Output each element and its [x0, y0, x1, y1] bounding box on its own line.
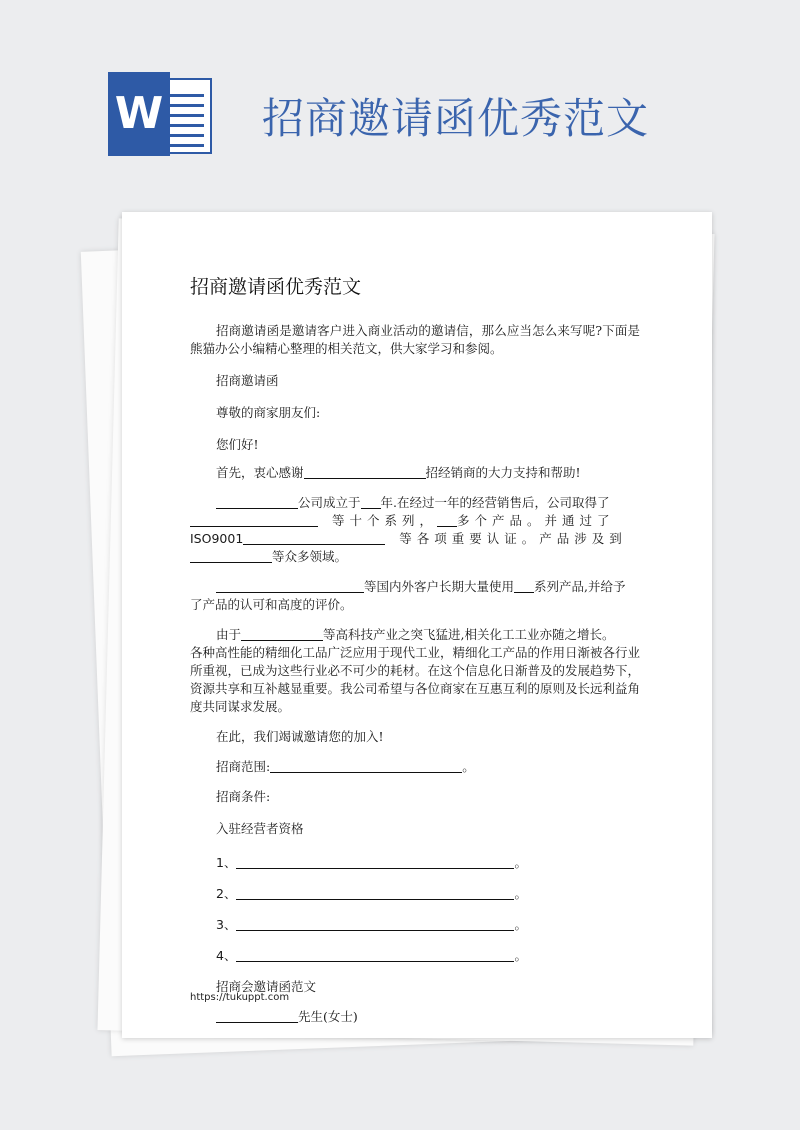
fill-blank [216, 578, 364, 593]
fill-blank [236, 916, 514, 931]
list-item [216, 885, 640, 903]
fill-blank [304, 464, 426, 479]
period: 。 [514, 917, 527, 932]
technology-text: 等高科技产业之突飞猛进,相关化工工业亦随之增长。 [323, 627, 615, 642]
word-badge: W [108, 72, 170, 156]
salutation: 尊敬的商家朋友们: [216, 405, 321, 420]
company-line [190, 530, 640, 548]
technology-line [190, 626, 640, 644]
list-number: 2、 [216, 886, 237, 901]
list-item [216, 947, 640, 965]
intro-line-1: 招商邀请函是邀请客户进入商业活动的邀请信，那么应当怎么来写呢?下面 [216, 323, 628, 338]
fill-blank [190, 512, 318, 527]
period: 。 [514, 948, 527, 963]
fair-heading: 招商会邀请函范文 [216, 979, 317, 994]
header [0, 0, 800, 200]
period: 。 [514, 855, 527, 870]
thanks-text-end: 招经销商的大力支持和帮助! [425, 465, 581, 480]
fill-blank [241, 626, 323, 641]
usage-text: 系列产品,并给予 [534, 579, 626, 594]
company-paragraph [190, 494, 640, 566]
addressee-line [190, 1008, 640, 1026]
source-link[interactable]: https://tukuppt.com [190, 992, 290, 1003]
fill-blank [216, 494, 298, 509]
company-line [190, 548, 640, 566]
list-item [216, 854, 640, 872]
list-item [216, 916, 640, 934]
company-text: 等各项重要认证。产品涉及到 [399, 531, 627, 546]
intro-line-2: 是熊猫办公小编精心整理的相关范文，供大家学习和参阅。 [190, 323, 640, 356]
usage-text: 等国内外客户长期大量使用 [364, 579, 515, 594]
list-number: 1、 [216, 855, 237, 870]
thanks-paragraph [190, 464, 640, 482]
addressee-text: 先生(女士) [298, 1009, 358, 1024]
list-number: 3、 [216, 917, 237, 932]
list-number: 4、 [216, 948, 237, 963]
fill-blank [216, 1008, 298, 1023]
technology-paragraph [190, 626, 640, 716]
period: 。 [514, 886, 527, 901]
company-text: 年.在经过一年的经营销售后，公司取得了 [380, 495, 610, 510]
fill-blank [437, 512, 457, 527]
fill-blank [270, 758, 462, 773]
intro-paragraph [190, 322, 640, 358]
greeting: 您们好! [216, 437, 259, 452]
document-page [122, 212, 712, 1038]
fill-blank [190, 548, 272, 563]
thanks-text: 首先，衷心感谢 [216, 465, 304, 480]
conditions-label: 招商条件: [216, 789, 271, 804]
document-title: 招商邀请函优秀范文 [190, 276, 362, 298]
fill-blank [236, 947, 514, 962]
usage-line: 了产品的认可和高度的评价。 [190, 597, 353, 612]
page-title: 招商邀请函优秀范文 [262, 94, 650, 143]
period: 。 [462, 759, 475, 774]
technology-text: 由于 [216, 627, 242, 642]
iso-label: ISO9001 [190, 531, 244, 546]
fill-blank [236, 885, 514, 900]
usage-paragraph [190, 578, 640, 614]
company-text: 等众多领域。 [272, 549, 348, 564]
word-document-icon [108, 72, 214, 156]
company-line [190, 494, 640, 512]
fill-blank [514, 578, 534, 593]
fill-blank [236, 854, 514, 869]
company-text: 多个产品。并通过了 [457, 513, 615, 528]
scope-label: 招商范围: [216, 759, 271, 774]
technology-body: 各种高性能的精细化工品广泛应用于现代工业，精细化工产品的作用日渐被各行业所重视，已成为这些行业必不可少的耗材。在这个信息化日渐普及的发展趋势下，资源共享和互补越显重要。我公司希望与各位商家在互惠互利的原则及长远利益角度共同谋求发展。 [190, 645, 641, 714]
letter-heading: 招商邀请函 [216, 373, 279, 388]
document-body [190, 278, 640, 1034]
scope-line [190, 758, 640, 776]
company-line [190, 512, 640, 530]
company-text: 公司成立于 [298, 495, 361, 510]
invitation: 在此，我们竭诚邀请您的加入! [216, 729, 384, 744]
fill-blank [361, 494, 381, 509]
qualification-label: 入驻经营者资格 [216, 821, 304, 836]
fill-blank [243, 530, 385, 545]
company-text: 等十个系列， [332, 513, 438, 528]
usage-line [190, 578, 640, 596]
